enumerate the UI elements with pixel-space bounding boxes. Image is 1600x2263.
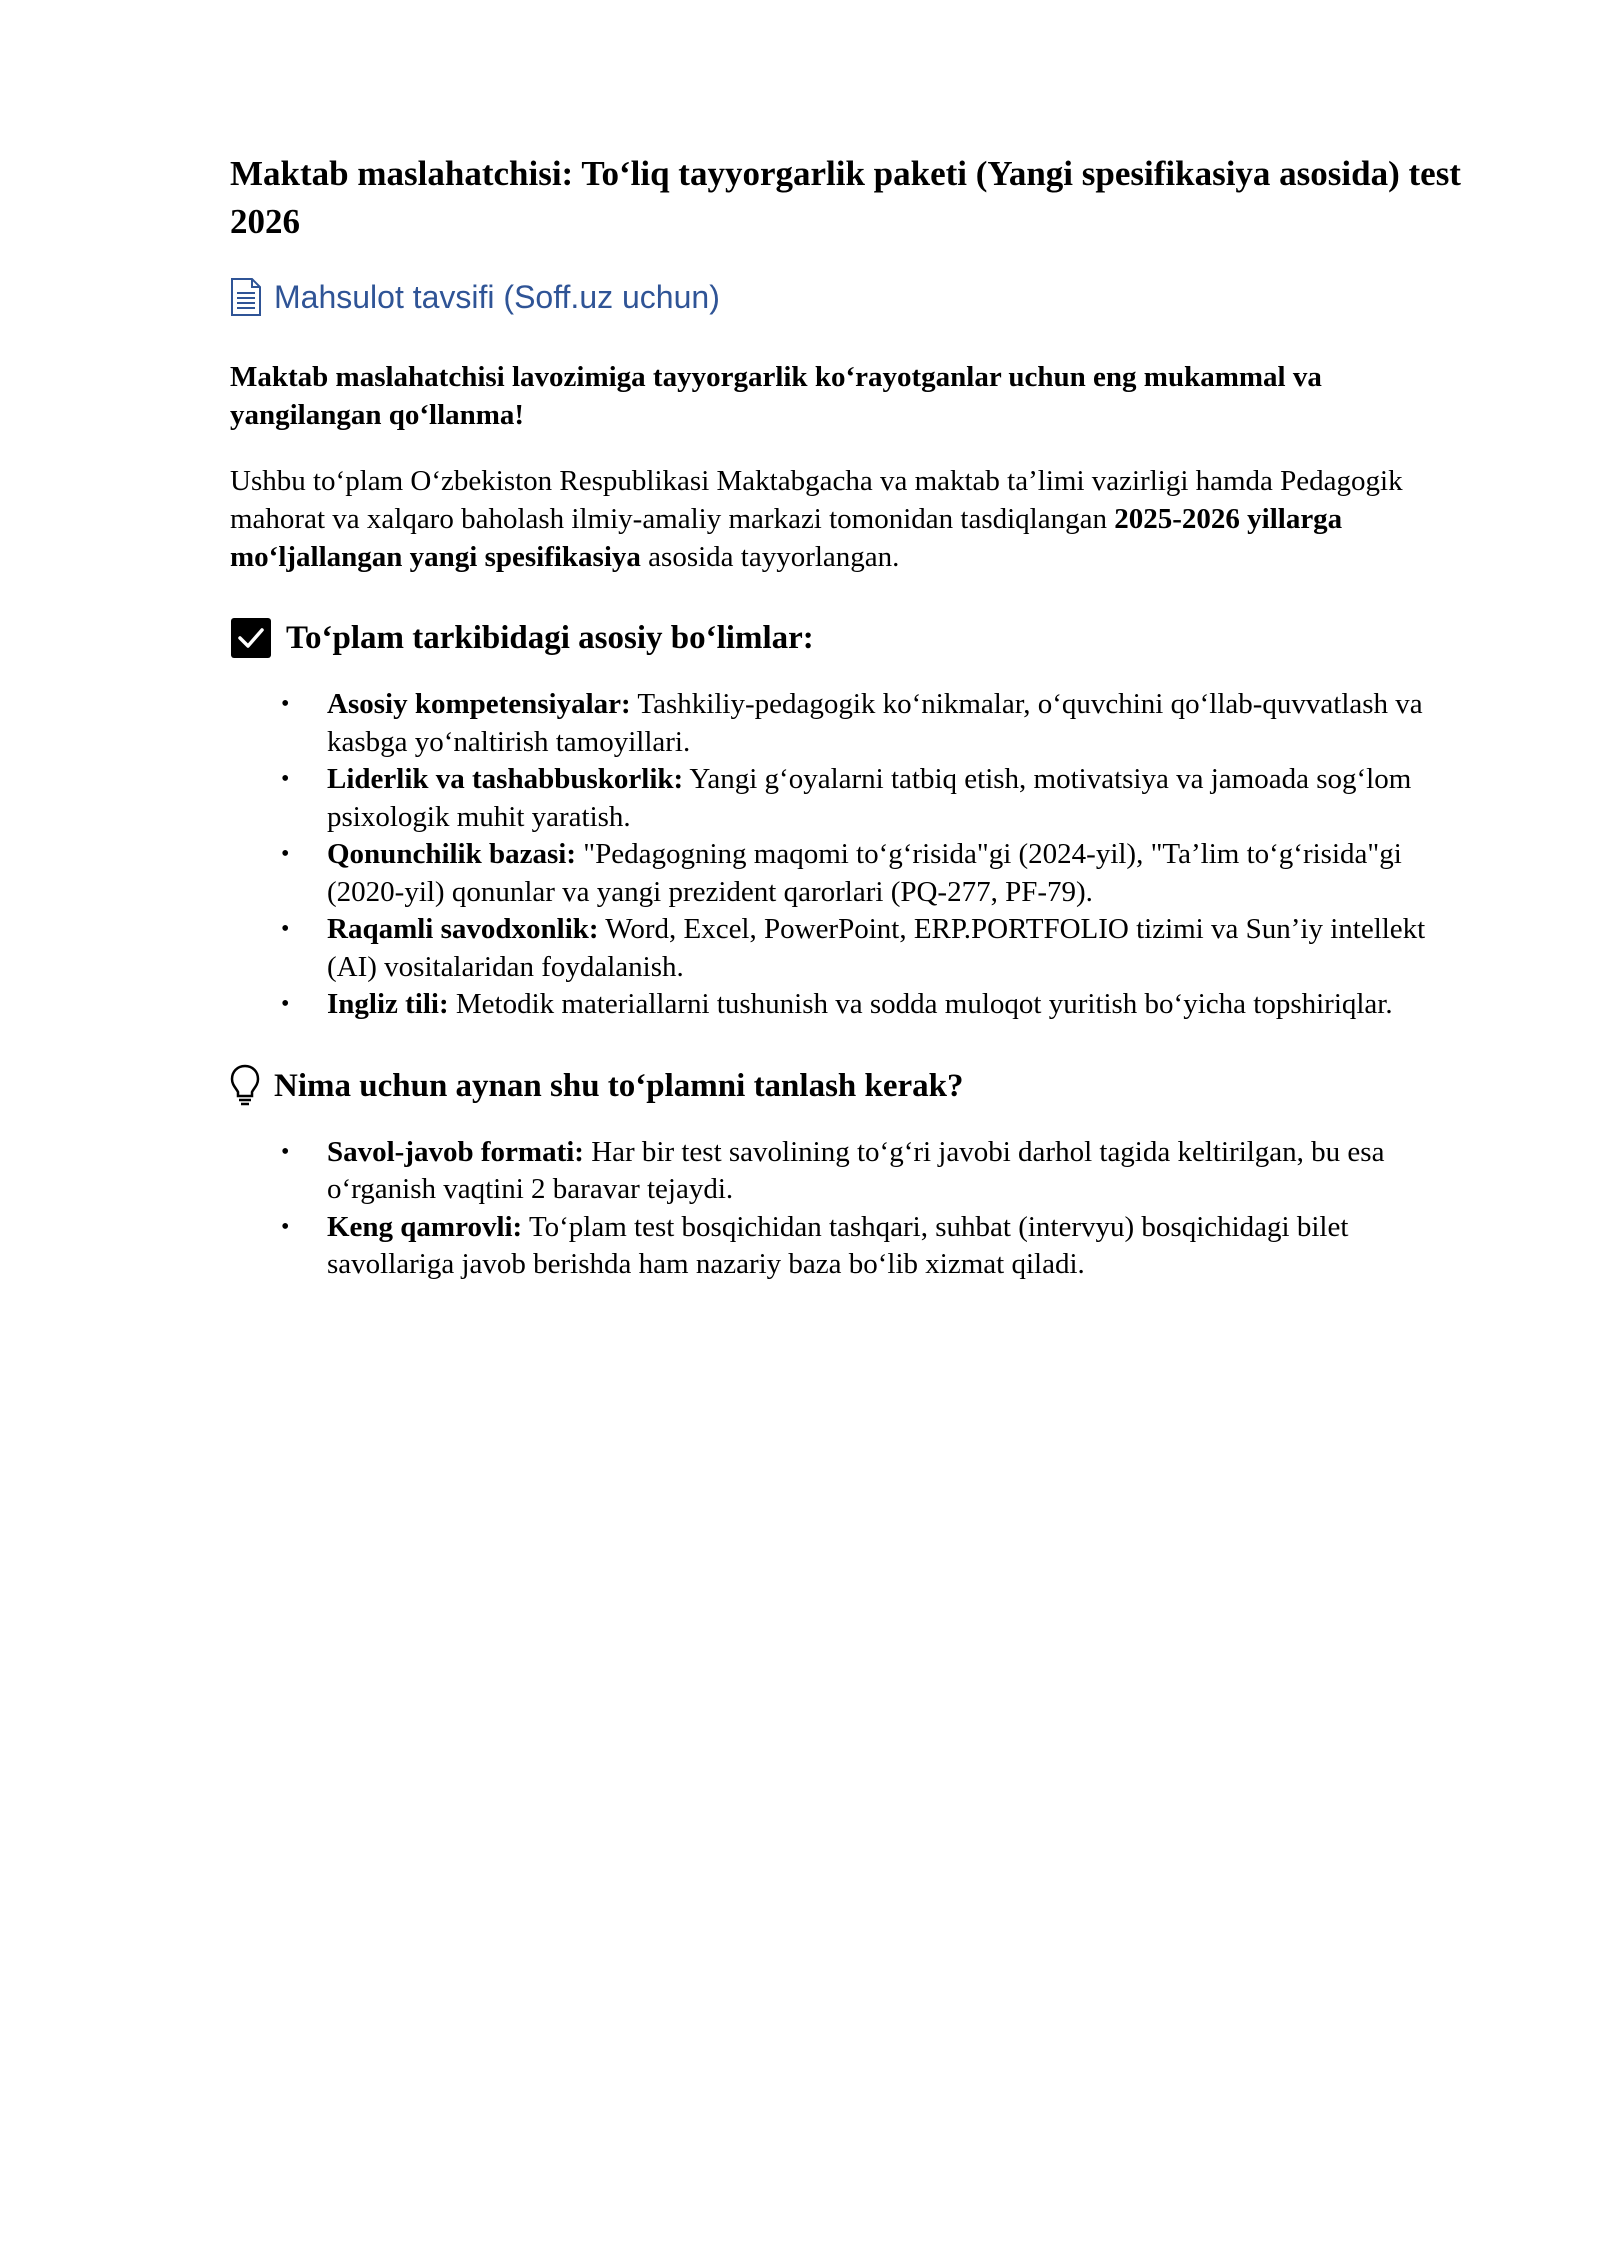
list-item bbox=[281, 761, 1470, 836]
list-item bbox=[281, 986, 1470, 1024]
list-item-text: Metodik materiallarni tushunish va sodda muloqot yuritish bo‘yicha topshiriqlar. bbox=[448, 988, 1393, 1020]
intro-paragraph bbox=[230, 462, 1470, 576]
list-bullet: • bbox=[281, 991, 290, 1017]
list-bullet: • bbox=[281, 691, 290, 717]
section-components-heading bbox=[230, 616, 1470, 660]
list-item-text: Word, Excel, PowerPoint, ERP.PORTFOLIO tizimi va Sun’iy intellekt (AI) vositalaridan foydalanish. bbox=[327, 913, 1426, 983]
section-why-title: Nima uchun aynan shu to‘plamni tanlash kerak? bbox=[274, 1067, 964, 1104]
document-subtitle: Mahsulot tavsifi (Soff.uz uchun) bbox=[274, 278, 720, 315]
list-item-term: Raqamli savodxonlik: bbox=[327, 913, 599, 945]
list-item-text: Yangi g‘oyalarni tatbiq etish, motivatsiya va jamoada sog‘lom psixologik muhit yaratish. bbox=[327, 763, 1412, 833]
intro-text-1: Ushbu to‘plam O‘zbekiston Respublikasi Maktabgacha va maktab ta’limi vazirligi hamda Pedagogik mahorat va xalqaro baholash ilmiy-amaliy markazi tomonidan tasdiqlangan bbox=[230, 465, 1403, 535]
intro-text-2: asosida tayyorlangan. bbox=[640, 541, 900, 573]
page-icon bbox=[230, 278, 262, 316]
check-box-icon bbox=[230, 617, 272, 659]
list-item-term: Ingliz tili: bbox=[327, 988, 449, 1020]
list-item-text: To‘plam test bosqichidan tashqari, suhbat (intervyu) bosqichidagi bilet savollariga javob berishda ham nazariy baza bo‘lib xizmat qiladi. bbox=[327, 1210, 1349, 1280]
list-item-text: Tashkiliy-pedagogik ko‘nikmalar, o‘quvchini qo‘llab-quvvatlash va kasbga yo‘naltirish tamoyillari. bbox=[327, 688, 1423, 758]
list-item bbox=[281, 836, 1470, 911]
list-bullet: • bbox=[281, 1213, 290, 1240]
list-bullet: • bbox=[281, 916, 290, 942]
intro-bold-text: 2025-2026 yillarga mo‘ljallangan yangi spesifikasiya bbox=[230, 503, 1343, 573]
list-bullet: • bbox=[281, 841, 290, 867]
light-bulb-icon bbox=[230, 1064, 260, 1108]
list-item bbox=[281, 686, 1470, 761]
components-list bbox=[230, 686, 1470, 1024]
list-item-term: Savol-javob formati: bbox=[327, 1135, 584, 1168]
list-item-term: Keng qamrovli: bbox=[327, 1210, 523, 1243]
benefits-list bbox=[230, 1134, 1470, 1284]
section-components-title: To‘plam tarkibidagi asosiy bo‘limlar: bbox=[286, 620, 814, 656]
section-why-heading bbox=[230, 1064, 1470, 1108]
list-item-term: Asosiy kompetensiyalar: bbox=[327, 688, 631, 720]
list-bullet: • bbox=[281, 766, 290, 792]
list-item bbox=[281, 911, 1470, 986]
subtitle-row bbox=[230, 278, 1470, 316]
list-bullet: • bbox=[281, 1138, 290, 1165]
list-item-text: "Pedagogning maqomi to‘g‘risida"gi (2024-yil), "Ta’lim to‘g‘risida"gi (2020-yil) qonunlar va yangi prezident qarorlari (PQ-277, PF-79). bbox=[327, 838, 1402, 908]
lead-paragraph: Maktab maslahatchisi lavozimiga tayyorgarlik ko‘rayotganlar uchun eng mukammal va yangilangan qo‘llanma! bbox=[230, 361, 1322, 431]
list-item-term: Liderlik va tashabbuskorlik: bbox=[327, 763, 684, 795]
list-item bbox=[281, 1209, 1470, 1284]
document-title: Maktab maslahatchisi: To‘liq tayyorgarlik paketi (Yangi spesifikasiya asosida) test 2026 bbox=[230, 154, 1461, 241]
list-item-term: Qonunchilik bazasi: bbox=[327, 838, 576, 870]
list-item-text: Har bir test savolining to‘g‘ri javobi darhol tagida keltirilgan, bu esa o‘rganish vaqtini 2 baravar tejaydi. bbox=[327, 1135, 1385, 1205]
list-item bbox=[281, 1134, 1470, 1209]
